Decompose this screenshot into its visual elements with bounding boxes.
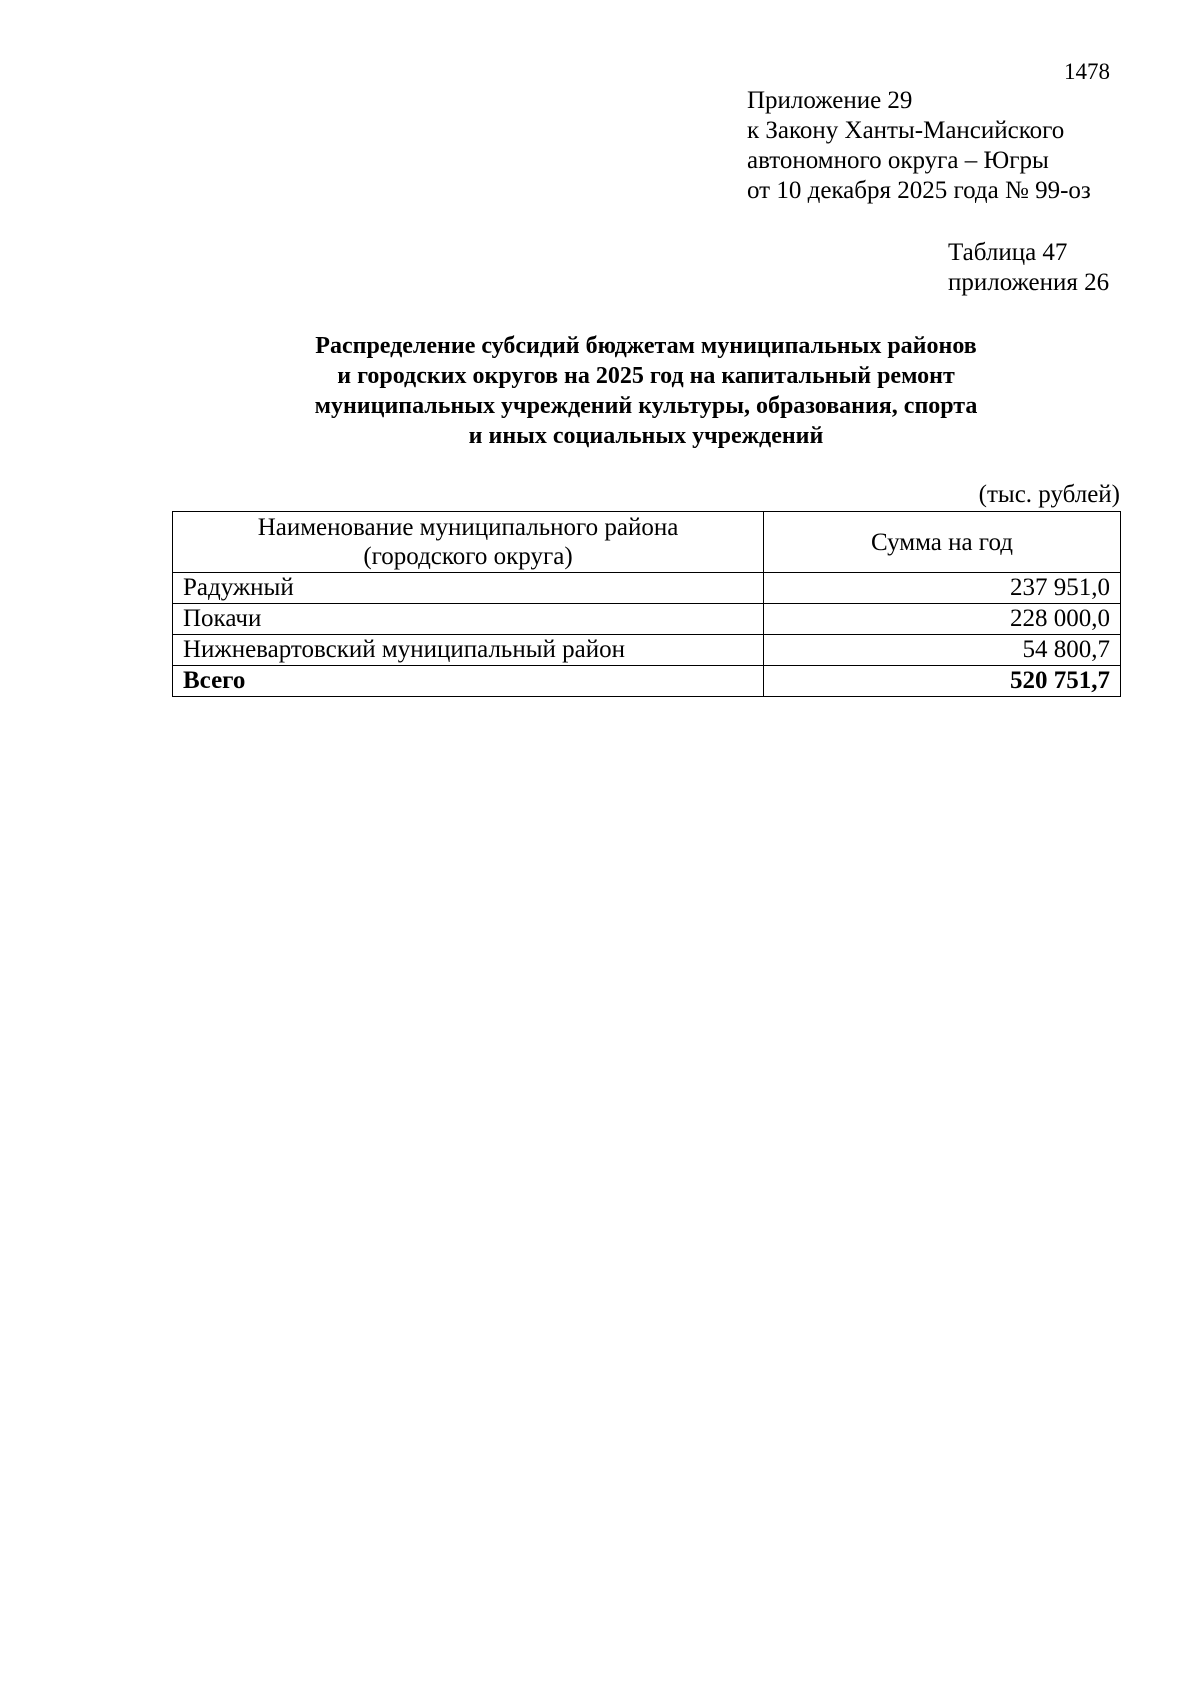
title-line: Распределение субсидий бюджетам муниципальных районов xyxy=(315,333,977,359)
table-row xyxy=(173,573,1121,604)
subsidy-table xyxy=(172,511,1121,697)
header-municipality-name xyxy=(173,512,764,573)
table-row xyxy=(173,604,1121,635)
appendix-line: автономного округа – Югры xyxy=(747,147,1049,174)
table-reference xyxy=(948,238,1109,298)
title-line: и городских округов на 2025 год на капитальный ремонт xyxy=(337,363,955,389)
annual-amount: 228 000,0 xyxy=(764,604,1121,635)
total-label: Всего xyxy=(173,666,764,697)
appendix-reference xyxy=(747,86,1091,206)
table-ref-line: Таблица 47 xyxy=(948,239,1068,266)
annual-amount: 54 800,7 xyxy=(764,635,1121,666)
title-line: и иных социальных учреждений xyxy=(468,423,824,449)
table-row xyxy=(173,635,1121,666)
table-header-row xyxy=(173,512,1121,573)
header-annual-sum: Сумма на год xyxy=(764,512,1121,573)
municipality-name: Покачи xyxy=(173,604,764,635)
appendix-line: от 10 декабря 2025 года № 99-оз xyxy=(747,177,1091,204)
municipality-name: Радужный xyxy=(173,573,764,604)
header-name-line: Наименование муниципального района xyxy=(257,514,679,541)
document-title xyxy=(172,331,1120,451)
header-name-line: (городского округа) xyxy=(363,543,573,570)
table-ref-line: приложения 26 xyxy=(948,269,1110,296)
appendix-line: Приложение 29 xyxy=(747,87,913,114)
annual-amount: 237 951,0 xyxy=(764,573,1121,604)
title-line: муниципальных учреждений культуры, образования, спорта xyxy=(314,393,978,419)
total-row xyxy=(173,666,1121,697)
appendix-line: к Закону Ханты-Мансийского xyxy=(747,117,1065,144)
page-number: 1478 xyxy=(1064,59,1110,84)
total-amount: 520 751,7 xyxy=(764,666,1121,697)
units-label: (тыс. рублей) xyxy=(978,481,1120,508)
municipality-name: Нижневартовский муниципальный район xyxy=(173,635,764,666)
